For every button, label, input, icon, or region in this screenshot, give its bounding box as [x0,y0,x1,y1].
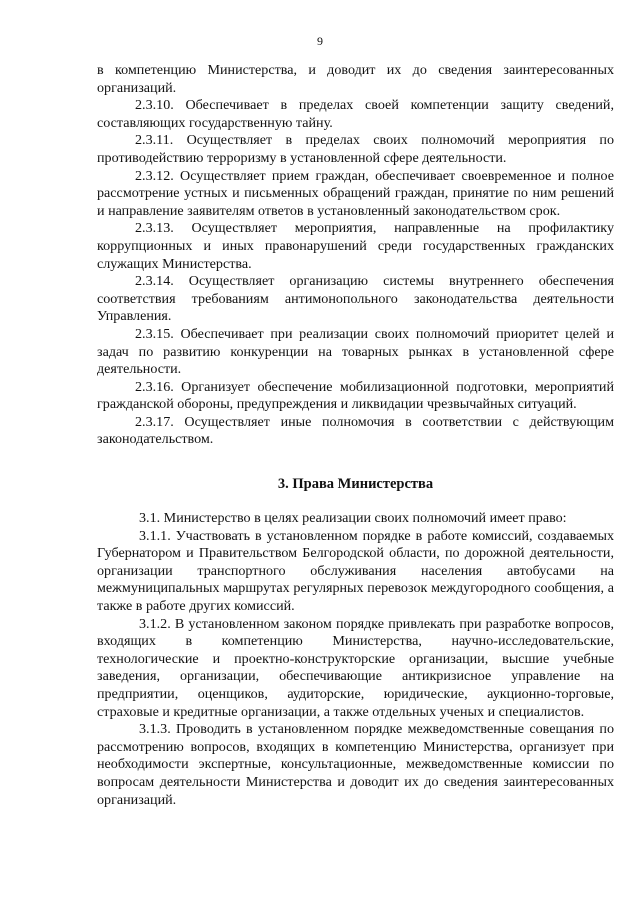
document-body [97,62,614,809]
paragraph-2-3-15: 2.3.15. Обеспечивает при реализации своих полномочий приоритет целей и задач по развитию конкуренции на товарных рынках в установленной сфере деятельности. [97,325,614,378]
paragraph-3-1-1: 3.1.1. Участвовать в установленном порядке в работе комиссий, создаваемых Губернатором и Правительством Белгородской области, по дорожной деятельности, организации транспортного обслуживания населения автобусами на межмуниципальных маршрутах регулярных перевозок междугородного сообщения, а также в работе других комиссий. [97,527,614,615]
paragraph-2-3-10: 2.3.10. Обеспечивает в пределах своей компетенции защиту сведений, составляющих государственную тайну. [97,97,614,131]
paragraph-2-3-11: 2.3.11. Осуществляет в пределах своих полномочий мероприятия по противодействию терроризму в установленной сфере деятельности. [97,132,614,166]
paragraph-3-1-2: 3.1.2. В установленном законом порядке привлекать при разработке вопросов, входящих в компетенцию Министерства, научно-исследовательские, технологические и проектно-конструкторские организации, высшие учебные заведения, организации, обеспечивающие антикризисное управление на предприятии, оценщиков, аудиторские, юридические, аукционно-торговые, страховые и кредитные организации, а также отдельных ученых и специалистов. [97,615,614,720]
page-number: 9 [317,34,323,48]
paragraph-continuation: в компетенцию Министерства, и доводит их до сведения заинтересованных организаций. [97,62,614,96]
paragraph-2-3-16: 2.3.16. Организует обеспечение мобилизационной подготовки, мероприятий гражданской обороны, предупреждения и ликвидации чрезвычайных ситуаций. [97,378,614,413]
section-heading: 3. Права Министерства [277,476,434,493]
paragraph-2-3-12: 2.3.12. Осуществляет прием граждан, обеспечивает своевременное и полное рассмотрение устных и письменных обращений граждан, принятие по ним решений и направление заявителям ответов в установленный законодательством срок. [97,167,614,219]
paragraph-3-1: 3.1. Министерство в целях реализации своих полномочий имеет право: [139,510,567,527]
paragraph-2-3-14: 2.3.14. Осуществляет организацию системы внутреннего обеспечения соответствия требованиям антимонопольного законодательства деятельности Управления. [97,273,614,325]
paragraph-3-1-3: 3.1.3. Проводить в установленном порядке межведомственные совещания по рассмотрению вопросов, входящих в компетенцию Министерства, организует при необходимости экспертные, консультационные, межведомственные комиссии по вопросам деятельности Министерства и доводит их до сведения заинтересованных организаций. [97,721,614,808]
paragraph-2-3-17: 2.3.17. Осуществляет иные полномочия в соответствии с действующим законодательством. [97,413,614,448]
paragraph-2-3-13: 2.3.13. Осуществляет мероприятия, направленные на профилактику коррупционных и иных правонарушений среди государственных гражданских служащих Министерства. [97,220,614,272]
